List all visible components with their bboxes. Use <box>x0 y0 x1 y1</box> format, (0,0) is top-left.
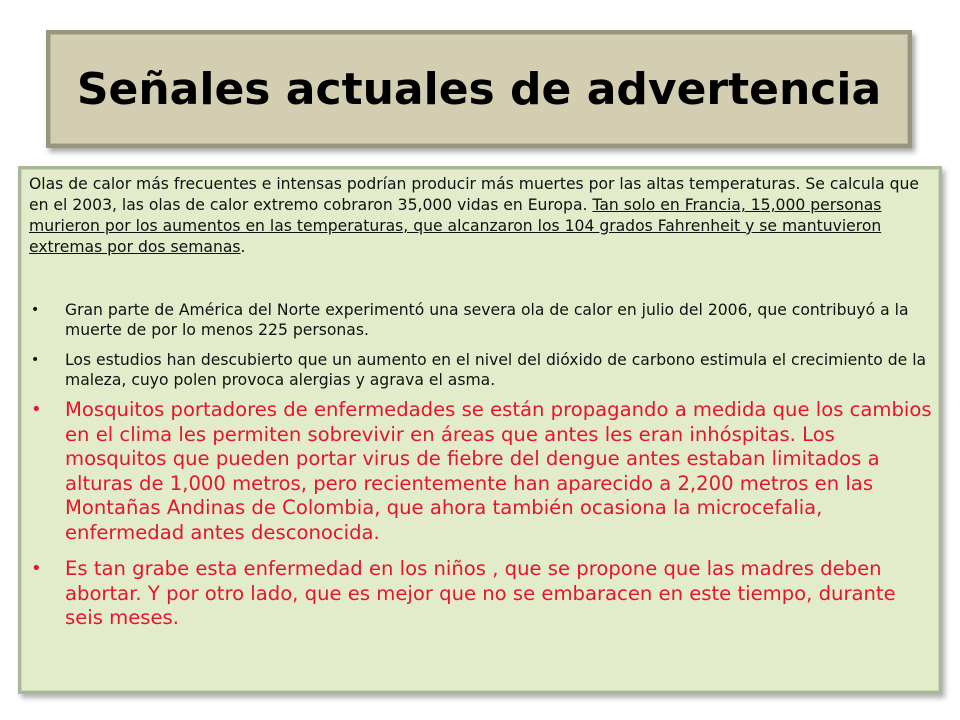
list-item <box>29 300 933 340</box>
highlight-list-item <box>29 557 933 631</box>
intro-text: Olas de calor más frecuentes e intensas podrían producir más muertes por las altas temperaturas. Se calcula que en el 2003, las olas de calor extremo cobraron 35,000 vidas en Europa. <box>29 175 919 214</box>
intro-text-end: . <box>240 238 246 256</box>
bullet-icon: • <box>31 302 40 318</box>
highlight-list-item <box>29 398 933 545</box>
bullet-icon: • <box>31 558 42 579</box>
slide-title: Señales actuales de advertencia <box>76 63 882 115</box>
bullet-list <box>29 300 933 390</box>
paragraph-spacer <box>29 258 933 300</box>
bullet-icon: • <box>31 399 42 420</box>
highlight-bullet-list <box>29 398 933 631</box>
content-box <box>18 166 942 694</box>
title-box <box>46 30 912 148</box>
list-item <box>29 350 933 390</box>
intro-paragraph <box>29 174 933 258</box>
bullet-icon: • <box>31 352 40 368</box>
highlight-item-text: Es tan grabe esta enfermedad en los niños , que se propone que las madres deben abortar. Y por otro lado, que es mejor que no se embaracen en este tiempo, durante seis meses. <box>65 557 896 629</box>
intro-underlined-text: Tan solo en Francia, 15,000 personas murieron por los aumentos en las temperaturas, que alcanzaron los 104 grados Fahrenheit y se mantuvieron extremas por dos semanas <box>29 196 882 256</box>
list-item-text: Gran parte de América del Norte experimentó una severa ola de calor en julio del 2006, que contribuyó a la muerte de por lo menos 225 personas. <box>65 301 909 339</box>
highlight-item-text: Mosquitos portadores de enfermedades se están propagando a medida que los cambios en el clima les permiten sobrevivir en áreas que antes les eran inhóspitas. Los mosquitos que pueden portar virus de fiebre del dengue antes estaban limitados a alturas de 1,000 metros, pero recientemente han aparecido a 2,200 metros en las Montañas Andinas de Colombia, que ahora también ocasiona la microcefalia, enfermedad antes desconocida. <box>65 398 932 544</box>
list-item-text: Los estudios han descubierto que un aumento en el nivel del dióxido de carbono estimula el crecimiento de la maleza, cuyo polen provoca alergias y agrava el asma. <box>65 351 927 389</box>
